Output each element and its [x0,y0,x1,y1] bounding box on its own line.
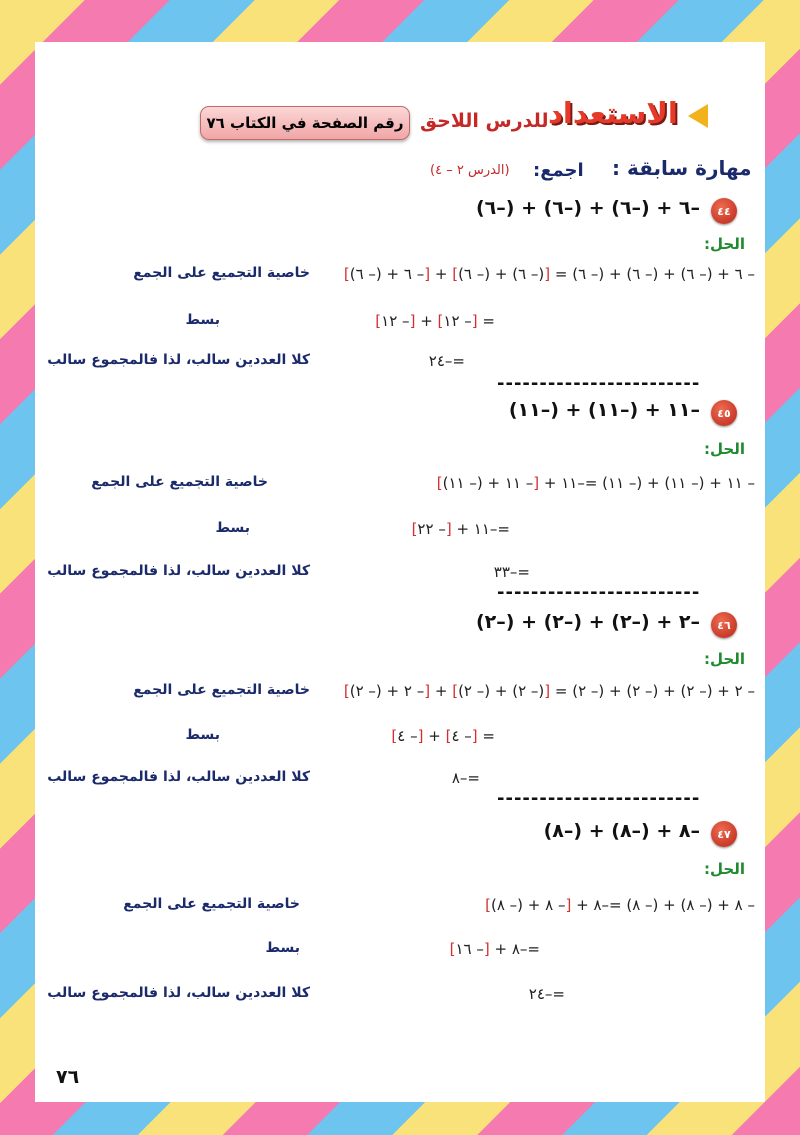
solution-label: الحل: [704,860,745,878]
solution-step-math [452,769,480,787]
solution-step-math [344,265,755,283]
bracket: ] [445,727,452,745]
solution-step-math [344,682,755,700]
solution-step-math [412,520,510,538]
solution-label: الحل: [704,440,745,458]
bracket: [ [424,682,431,700]
solution-label: الحل: [704,650,745,668]
bracket: [ [533,474,540,492]
bracket: [ [424,265,431,283]
bracket: ] [343,682,350,700]
question-number-badge: ٤٤ [711,198,737,224]
lesson-reference: (الدرس ٢ – ٤) [430,163,510,178]
math-term: + [415,312,438,330]
solution-step-note: كلا العددين سالب، لذا فالمجموع سالب [47,985,310,1001]
bracket: [ [565,896,572,914]
bracket: ] [437,312,444,330]
bracket: [ [483,940,490,958]
math-term: = [477,727,495,745]
math-term: =–٨ [451,769,480,787]
dashed-separator: ------------------------ [497,788,701,809]
math-term: =–٨ + [489,940,540,958]
bracket: ] [449,940,456,958]
dashed-separator: ------------------------ [497,582,701,603]
bracket: [ [471,727,478,745]
page-reference-badge: رقم الصفحة في الكتاب ٧٦ [200,106,410,140]
question-number-badge: ٤٧ [711,821,737,847]
math-term: – ١١ + (– ١١) + (– ١١) =–١١ + [539,474,755,492]
solution-step-note: خاصية التجميع على الجمع [91,474,268,490]
math-term: – ٦ + (– ٦) [349,265,425,283]
math-term: + [430,682,453,700]
solution-step-note: خاصية التجميع على الجمع [133,682,310,698]
math-term: (– ٢) + (– ٢) [458,682,545,700]
solution-step-math [485,896,755,914]
math-term: =–١١ + [451,520,510,538]
math-term: – ٢ + (– ٢) [349,682,425,700]
solution-step-math [375,312,495,330]
section-title: الاستعداد [548,96,678,130]
question-number-badge: ٤٥ [711,400,737,426]
bracket: ] [436,474,443,492]
math-term: (– ٦) + (– ٦) [458,265,545,283]
math-term: – ١١ + (– ١١) [442,474,534,492]
bracket: ] [452,682,459,700]
bracket: [ [417,727,424,745]
math-term: – ١٦ [455,940,484,958]
math-term: = [477,312,495,330]
solution-step-note: بسط [265,940,300,956]
solution-step-math [494,563,530,581]
solution-label: الحل: [704,235,745,253]
math-term: – ٦ + (– ٦) + (– ٦) + (– ٦) = [550,265,755,283]
solution-step-note: بسط [185,312,220,328]
bracket: [ [409,312,416,330]
bracket: ] [485,896,491,914]
bracket: [ [544,265,551,283]
solution-step-note: بسط [185,727,220,743]
solution-step-math [529,985,565,1003]
solution-step-math [391,727,495,745]
bracket: ] [411,520,418,538]
solution-step-note: كلا العددين سالب، لذا فالمجموع سالب [47,352,310,368]
task-label: اجمع: [533,160,584,181]
question-expression: –٦ + (–٦) + (–٦) + (–٦) [475,197,700,219]
math-term: + [423,727,446,745]
math-term: + [430,265,453,283]
math-term: – ١٢ [381,312,410,330]
prior-skill-label: مهارة سابقة : [612,156,752,180]
solution-step-note: خاصية التجميع على الجمع [123,896,300,912]
solution-step-note: كلا العددين سالب، لذا فالمجموع سالب [47,769,310,785]
math-term: – ٢ + (– ٢) + (– ٢) + (– ٢) = [550,682,755,700]
bracket: [ [445,520,452,538]
question-number-badge: ٤٦ [711,612,737,638]
section-subtitle: للدرس اللاحق [420,110,549,132]
bracket: ] [452,265,459,283]
bracket: [ [544,682,551,700]
question-expression: –٨ + (–٨) + (–٨) [543,820,700,842]
page-number: ٧٦ [56,1066,80,1088]
math-term: – ٨ + (– ٨) + (– ٨) =–٨ + [571,896,755,914]
bracket: ] [343,265,350,283]
solution-step-math [437,474,755,492]
dashed-separator: ------------------------ [497,373,701,394]
math-term: – ١٢ [443,312,472,330]
solution-step-note: بسط [215,520,250,536]
bracket: [ [471,312,478,330]
solution-step-note: خاصية التجميع على الجمع [133,265,310,281]
math-term: – ٨ + (– ٨) [490,896,566,914]
math-term: =–٢٤ [528,985,565,1003]
math-term: – ٤ [397,727,418,745]
math-term: =–٣٣ [493,563,530,581]
solution-step-note: كلا العددين سالب، لذا فالمجموع سالب [47,563,310,579]
math-term: – ٢٢ [417,520,446,538]
question-expression: –٢ + (–٢) + (–٢) + (–٢) [475,611,700,633]
solution-step-math [450,940,540,958]
triangle-arrow-icon [688,104,708,128]
solution-step-math [429,352,465,370]
question-expression: –١١ + (–١١) + (–١١) [508,399,700,421]
bracket: ] [375,312,382,330]
math-term: =–٢٤ [428,352,465,370]
math-term: – ٤ [451,727,472,745]
bracket: ] [391,727,398,745]
